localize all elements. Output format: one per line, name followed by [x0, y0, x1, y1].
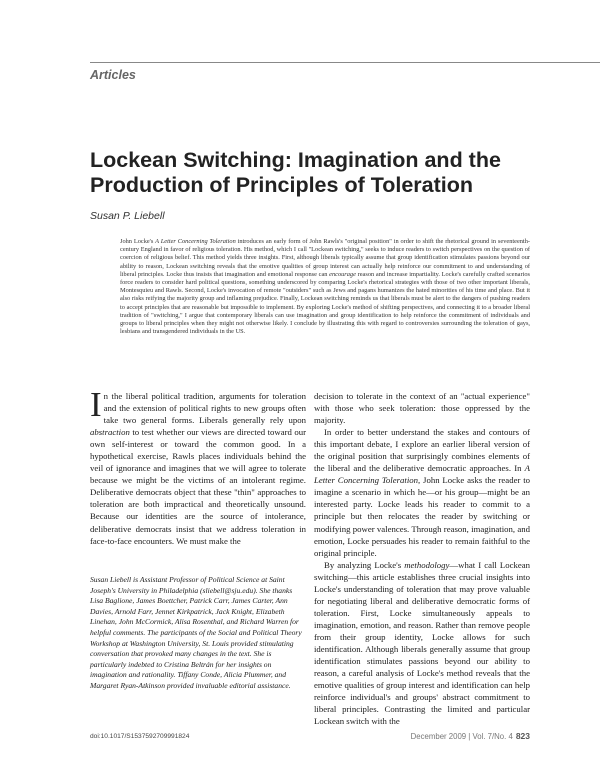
right-paragraph-2: [314, 426, 530, 559]
abstract-emphasis: encourage: [329, 270, 356, 278]
right-p2-text-b: , John Locke asks the reader to imagine a scenario in which he—or his group—might be an interested party. Locke leads his reader to commit to a principle but then relocates the reader by switching or modifying power valences. Through reason, imagination, and emotion, Locke persuades his reader to remain faithful to the original principle.: [314, 475, 530, 558]
footer-issue: [411, 731, 530, 741]
right-p2-text-a: In order to better understand the stakes and contours of this important debate, I explore an earlier liberal version of the original position that surprisingly combines elements of the liberal and the deliberative democratic approaches. In: [314, 427, 530, 474]
abstract-book-title: A Letter Concerning Toleration: [155, 238, 236, 245]
section-label: Articles: [90, 68, 136, 82]
left-paragraph-1: [90, 385, 306, 547]
right-p3-text-b: —what I call Lockean switching—this article establishes three crucial insights into Locke's understanding of toleration that may prove valuable for negotiating liberal and deliberative democratic forms of toleration. First, Locke simultaneously appeals to imagination, emotion, and reason. Rather than remove people from their group identity, Locke allows for such identification. Although liberals generally assume that group identification stimulates passions beyond our ability to reason, a careful analysis of Locke's method reveals that the emotive qualities of group interest and identification can help reinforce individual's and groups' abstract commitment to liberal principles. Contrasting the limited and particular Lockean switch with the: [314, 559, 530, 727]
abstract-text-3: reason and increase impartiality. Locke's carefully crafted scenarios force readers to consider hard political questions, something underscored by comparing Locke's rhetorical strategies with those of two other important liberals, Montesquieu and Rawls. Second, Locke's invocation of remote "outsiders" such as Jews and pagans humanizes the hated minorities of his time and place. But it also risks reifying the majority group and inflaming prejudice. Finally, Lockean switching reminds us that liberals must be alert to the dangers of pushing readers to accept principles that are reasonable but impossible to implement. By exploring Locke's method of shifting perspectives, and connecting it to a broader liberal tradition of "switching," I argue that contemporary liberals can use imagination and group identification to help reinforce the commitment of individuals and groups to liberal principles when they might not otherwise likely. I conclude by illustrating this with regard to controversies surrounding the toleration of gays, lesbians and transgendered individuals in the US.: [120, 270, 530, 336]
drop-cap: I: [90, 385, 102, 424]
right-p2-book-title: A Letter Concerning Toleration: [314, 463, 530, 486]
body-column-left: [90, 385, 306, 547]
right-p3-emphasis: methodology: [404, 559, 450, 570]
right-paragraph-3: [314, 559, 530, 728]
article-author: Susan P. Liebell: [90, 210, 165, 222]
abstract-text-2: introduces an early form of John Rawls's "original position" in order to shift the rhetorical ground in seventeenth-century England in favor of religious toleration. His method, which I call "Lockean switching," seeks to induce readers to switch perspectives on the question of coercion of religious belief. This method yields three insights. First, although liberals typically assume that group identification stimulates passions beyond our ability to reason, Lockean switching reveals that the emotive qualities of group interest can actually help reinforce our commitment to and understanding of liberal principles. Locke thus insists that imagination and emotional response can: [120, 238, 530, 278]
header-rule: [90, 62, 600, 63]
author-bio-note: Susan Liebell is Assistant Professor of Political Science at Saint Joseph's University in Philadelphia (sliebell@sju.edu). She thanks Lisa Baglione, James Boettcher, Patrick Carr, James Carter, Ann Davies, Arnold Farr, Jennet Kirkpatrick, Jack Knight, Elizabeth Linehan, John McCormick, Alisa Rosenthal, and Richard Warren for helpful comments. The participants of the Social and Political Theory Workshop at Washington University, St. Louis provided stimulating conversation that provoked many changes in the text. She is particularly indebted to Cristina Beltrán for her insights on imagination and rationality. Tiffany Conde, Alicia Plummer, and Margaret Ryan-Atkinson provided invaluable editorial assistance.: [90, 575, 302, 690]
body-column-right: [314, 390, 530, 727]
left-p1-text-b: to test whether our views are directed toward our own self-interest or toward the common good. In a hypothetical exercise, Rawls places individuals behind the veil of ignorance and imagines that we will agree to tolerate because we might be the victims of an intolerant regime. Deliberative democrats object that these "thin" approaches to toleration are both impractical and theoretically unsound. Because our identities are the source of intolerance, deliberative democrats insist that we address toleration in face-to-face encounters. We must make the: [90, 427, 306, 546]
right-p3-text-a: By analyzing Locke's: [324, 559, 405, 570]
article-title: Lockean Switching: Imagination and the Production of Principles of Toleration: [90, 148, 501, 197]
abstract-text-1: John Locke's: [120, 238, 156, 245]
right-paragraph-1: decision to tolerate in the context of an "actual experience" with those who seek toleration: those oppressed by the majority.: [314, 391, 530, 426]
footer-doi: doi:10.1017/S1537592709991824: [90, 733, 190, 740]
footer-issue-text: December 2009 | Vol. 7/No. 4: [410, 732, 513, 741]
abstract: [120, 238, 530, 336]
page-number: 823: [515, 731, 530, 741]
left-p1-emphasis: abstraction: [90, 427, 130, 438]
left-p1-text-a: n the liberal political tradition, arguments for toleration and the extension of political rights to new groups often take two general forms. Liberals generally rely upon: [103, 391, 306, 426]
